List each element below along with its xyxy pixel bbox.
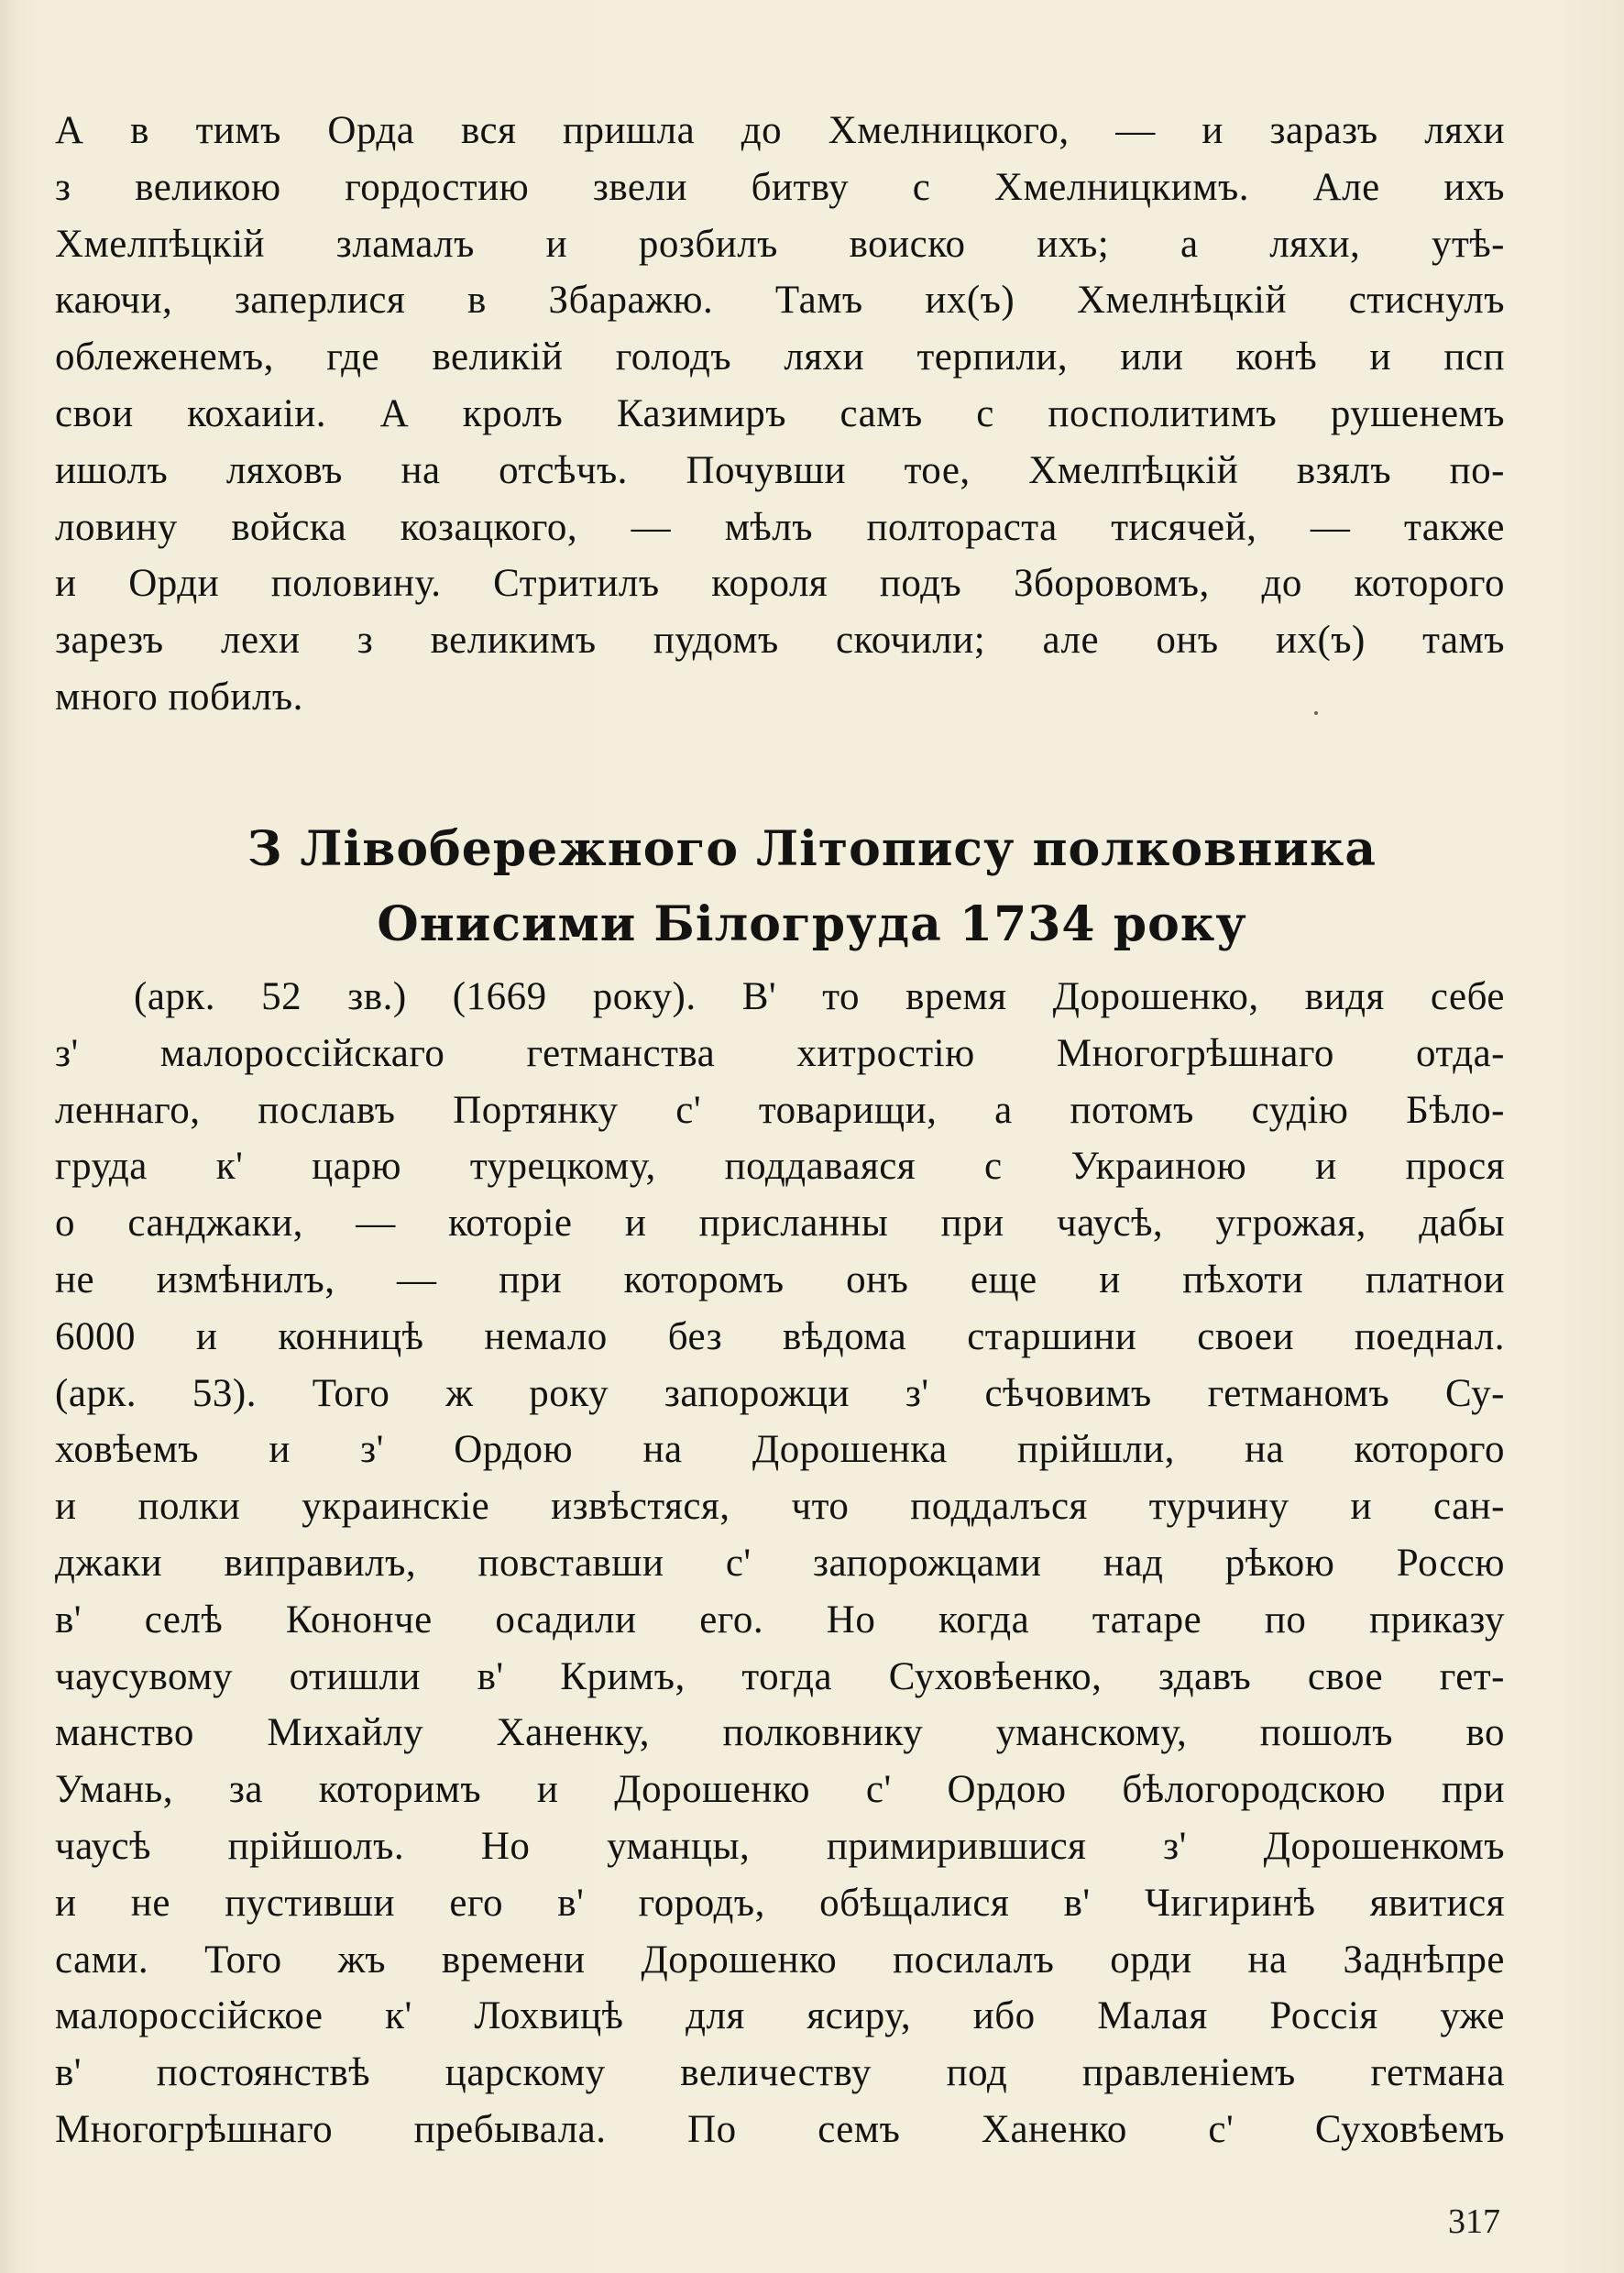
text-line: Умань, за которимъ и Дорошенко с' Ордою бѣлогородскою при bbox=[55, 1768, 1505, 1812]
text-line: чаусѣ прійшолъ. Но уманцы, примирившися з' Дорошенкомъ bbox=[55, 1824, 1505, 1868]
text-line: Хмелпѣцкій зламалъ и розбилъ воиско ихъ; а ляхи, утѣ- bbox=[55, 222, 1505, 266]
text-line: и Орди половину. Стритилъ короля подъ Зборовомъ, до которого bbox=[55, 562, 1505, 606]
text-line: ловину войска козацкого, — мѣлъ полтораста тисячей, — также bbox=[55, 505, 1505, 549]
text-line: груда к' царю турецкому, поддаваяся с Украиною и прося bbox=[55, 1145, 1505, 1189]
text-line: (арк. 52 зв.) (1669 року). В' то время Дорошенко, видя себе bbox=[134, 975, 1505, 1018]
section-heading bbox=[0, 812, 1624, 962]
paper-speck bbox=[1314, 711, 1318, 715]
text-line: зарезъ лехи з великимъ пудомъ скочили; але онъ их(ъ) тамъ bbox=[55, 619, 1505, 663]
text-line: в' постоянствѣ царскому величеству под правленіемъ гетмана bbox=[55, 2051, 1505, 2095]
text-line: свои кохаиіи. А кролъ Казимиръ самъ с посполитимъ рушенемъ bbox=[55, 391, 1505, 435]
text-line: з великою гордостию звели битву с Хмелницкимъ. Але ихъ bbox=[55, 165, 1505, 209]
text-line: в' селѣ Кононче осадили его. Но когда татаре по приказу bbox=[55, 1598, 1505, 1642]
text-line: о санджаки, — которіе и присланны при чаусѣ, угрожая, дабы bbox=[55, 1202, 1505, 1246]
heading-line: З Лівобережного Літопису полковника bbox=[247, 821, 1377, 877]
text-line: много побилъ. bbox=[55, 675, 303, 719]
text-line: джаки виправилъ, повставши с' запорожцами над рѣкою Россю bbox=[55, 1541, 1505, 1585]
text-line: з' малороссійскаго гетманства хитростію Многогрѣшнаго отда- bbox=[55, 1031, 1505, 1075]
text-line: ишолъ ляховъ на отсѣчъ. Почувши тое, Хмелпѣцкій взялъ по- bbox=[55, 448, 1505, 492]
text-line: А в тимъ Орда вся пришла до Хмелницкого, — и заразъ ляхи bbox=[55, 109, 1505, 152]
text-line: малороссійское к' Лохвицѣ для ясиру, ибо Малая Россія уже bbox=[55, 1994, 1505, 2038]
text-line: ховѣемъ и з' Ордою на Дорошенка прійшли, на которого bbox=[55, 1428, 1505, 1472]
text-line: 6000 и конницѣ немало без вѣдома старшини своеи поеднал. bbox=[55, 1314, 1505, 1358]
text-line: (арк. 53). Того ж року запорожци з' сѣчовимъ гетманомъ Су- bbox=[55, 1371, 1505, 1415]
text-line: леннаго, пославъ Портянку с' товарищи, а потомъ судію Бѣло- bbox=[55, 1088, 1505, 1132]
text-line: и не пустивши его в' городъ, обѣщалися в' Чигиринѣ явитися bbox=[55, 1881, 1505, 1925]
text-line: каючи, заперлися в Збаражю. Тамъ их(ъ) Хмелнѣцкій стиснулъ bbox=[55, 279, 1505, 323]
heading-line: Онисими Білогруда 1734 року bbox=[377, 896, 1247, 952]
main-paragraph bbox=[55, 969, 1505, 2158]
text-line: и полки украинскіе извѣстяся, что поддалъся турчину и сан- bbox=[55, 1485, 1505, 1529]
text-line: облеженемъ, где великій голодъ ляхи терпили, или конѣ и псп bbox=[55, 335, 1505, 379]
text-line: Многогрѣшнаго пребывала. По семъ Ханенко с' Суховѣемъ bbox=[55, 2107, 1505, 2151]
top-paragraph bbox=[55, 103, 1505, 726]
text-line: сами. Того жъ времени Дорошенко посилалъ орди на Заднѣпре bbox=[55, 1938, 1505, 1982]
text-line: не измѣнилъ, — при которомъ онъ еще и пѣхоти платнои bbox=[55, 1257, 1505, 1301]
text-line: чаусувому отишли в' Кримъ, тогда Суховѣенко, здавъ свое гет- bbox=[55, 1654, 1505, 1698]
page-number: 317 bbox=[1448, 2202, 1500, 2241]
text-line: манство Михайлу Ханенку, полковнику уманскому, пошолъ во bbox=[55, 1711, 1505, 1755]
